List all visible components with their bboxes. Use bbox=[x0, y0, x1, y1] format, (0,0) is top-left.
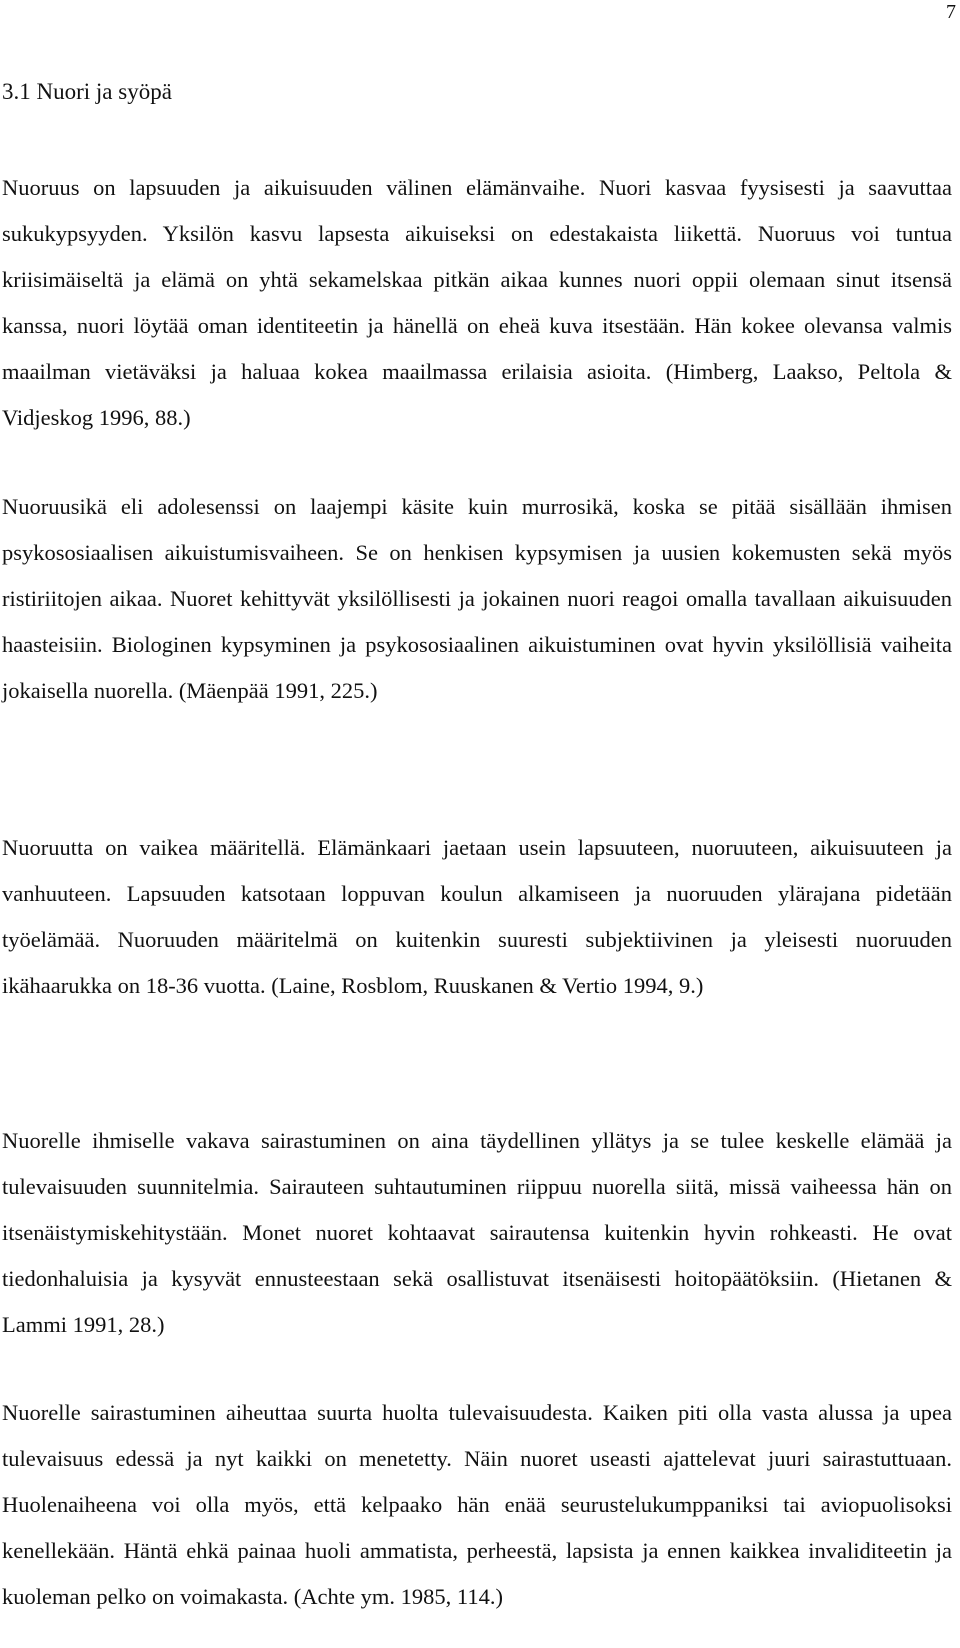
paragraph-3: Nuoruutta on vaikea määritellä. Elämänkaari jaetaan usein lapsuuteen, nuoruuteen, aikuisuuteen ja vanhuuteen. Lapsuuden katsotaan loppuvan koulun alkamiseen ja nuoruuden ylärajana pidetään työelämää. Nuoruuden määritelmä on kuitenkin suuresti subjektiivinen ja yleisesti nuoruuden ikähaarukka on 18-36 vuotta. (Laine, Rosblom, Ruuskanen & Vertio 1994, 9.) bbox=[2, 835, 952, 998]
paragraph-5: Nuorelle sairastuminen aiheuttaa suurta huolta tulevaisuudesta. Kaiken piti olla vasta alussa ja upea tulevaisuus edessä ja nyt kaikki on menetetty. Näin nuoret useasti ajattelevat juuri sairastuttuaan. Huolenaiheena voi olla myös, että kelpaako hän enää seurustelukumppaniksi tai aviopuolisoksi kenellekään. Häntä ehkä painaa huoli ammatista, perheestä, lapsista ja ennen kaikkea invaliditeetin ja kuoleman pelko on voimakasta. (Achte ym. 1985, 114.) bbox=[2, 1400, 952, 1609]
page-number: 7 bbox=[946, 1, 956, 23]
section-heading: 3.1 Nuori ja syöpä bbox=[2, 79, 172, 104]
paragraph-2: Nuoruusikä eli adolesenssi on laajempi käsite kuin murrosikä, koska se pitää sisällään ihmisen psykososiaalisen aikuistumisvaiheen. Se on henkisen kypsymisen ja uusien kokemusten sekä myös ristiriitojen aikaa. Nuoret kehittyvät yksilöllisesti ja jokainen nuori reagoi omalla tavallaan aikuisuuden haasteisiin. Biologinen kypsyminen ja psykososiaalinen aikuistuminen ovat hyvin yksilöllisiä vaiheita jokaisella nuorella. (Mäenpää 1991, 225.) bbox=[2, 494, 952, 703]
paragraph-1: Nuoruus on lapsuuden ja aikuisuuden välinen elämänvaihe. Nuori kasvaa fyysisesti ja saavuttaa sukukypsyyden. Yksilön kasvu lapsesta aikuiseksi on edestakaista liikettä. Nuoruus voi tuntua kriisimäiseltä ja elämä on yhtä sekamelskaa pitkän aikaa kunnes nuori oppii olemaan sinut itsensä kanssa, nuori löytää oman identiteetin ja hänellä on eheä kuva itsestään. Hän kokee olevansa valmis maailman vietäväksi ja haluaa kokea maailmassa erilaisia asioita. (Himberg, Laakso, Peltola & Vidjeskog 1996, 88.) bbox=[2, 175, 952, 430]
paragraph-4: Nuorelle ihmiselle vakava sairastuminen on aina täydellinen yllätys ja se tulee keskelle elämää ja tulevaisuuden suunnitelmia. Sairauteen suhtautuminen riippuu nuorella siitä, missä vaiheessa hän on itsenäistymiskehitystään. Monet nuoret kohtaavat sairautensa kuitenkin hyvin rohkeasti. He ovat tiedonhaluisia ja kysyvät ennusteestaan sekä osallistuvat itsenäisesti hoitopäätöksiin. (Hietanen & Lammi 1991, 28.) bbox=[2, 1128, 952, 1337]
